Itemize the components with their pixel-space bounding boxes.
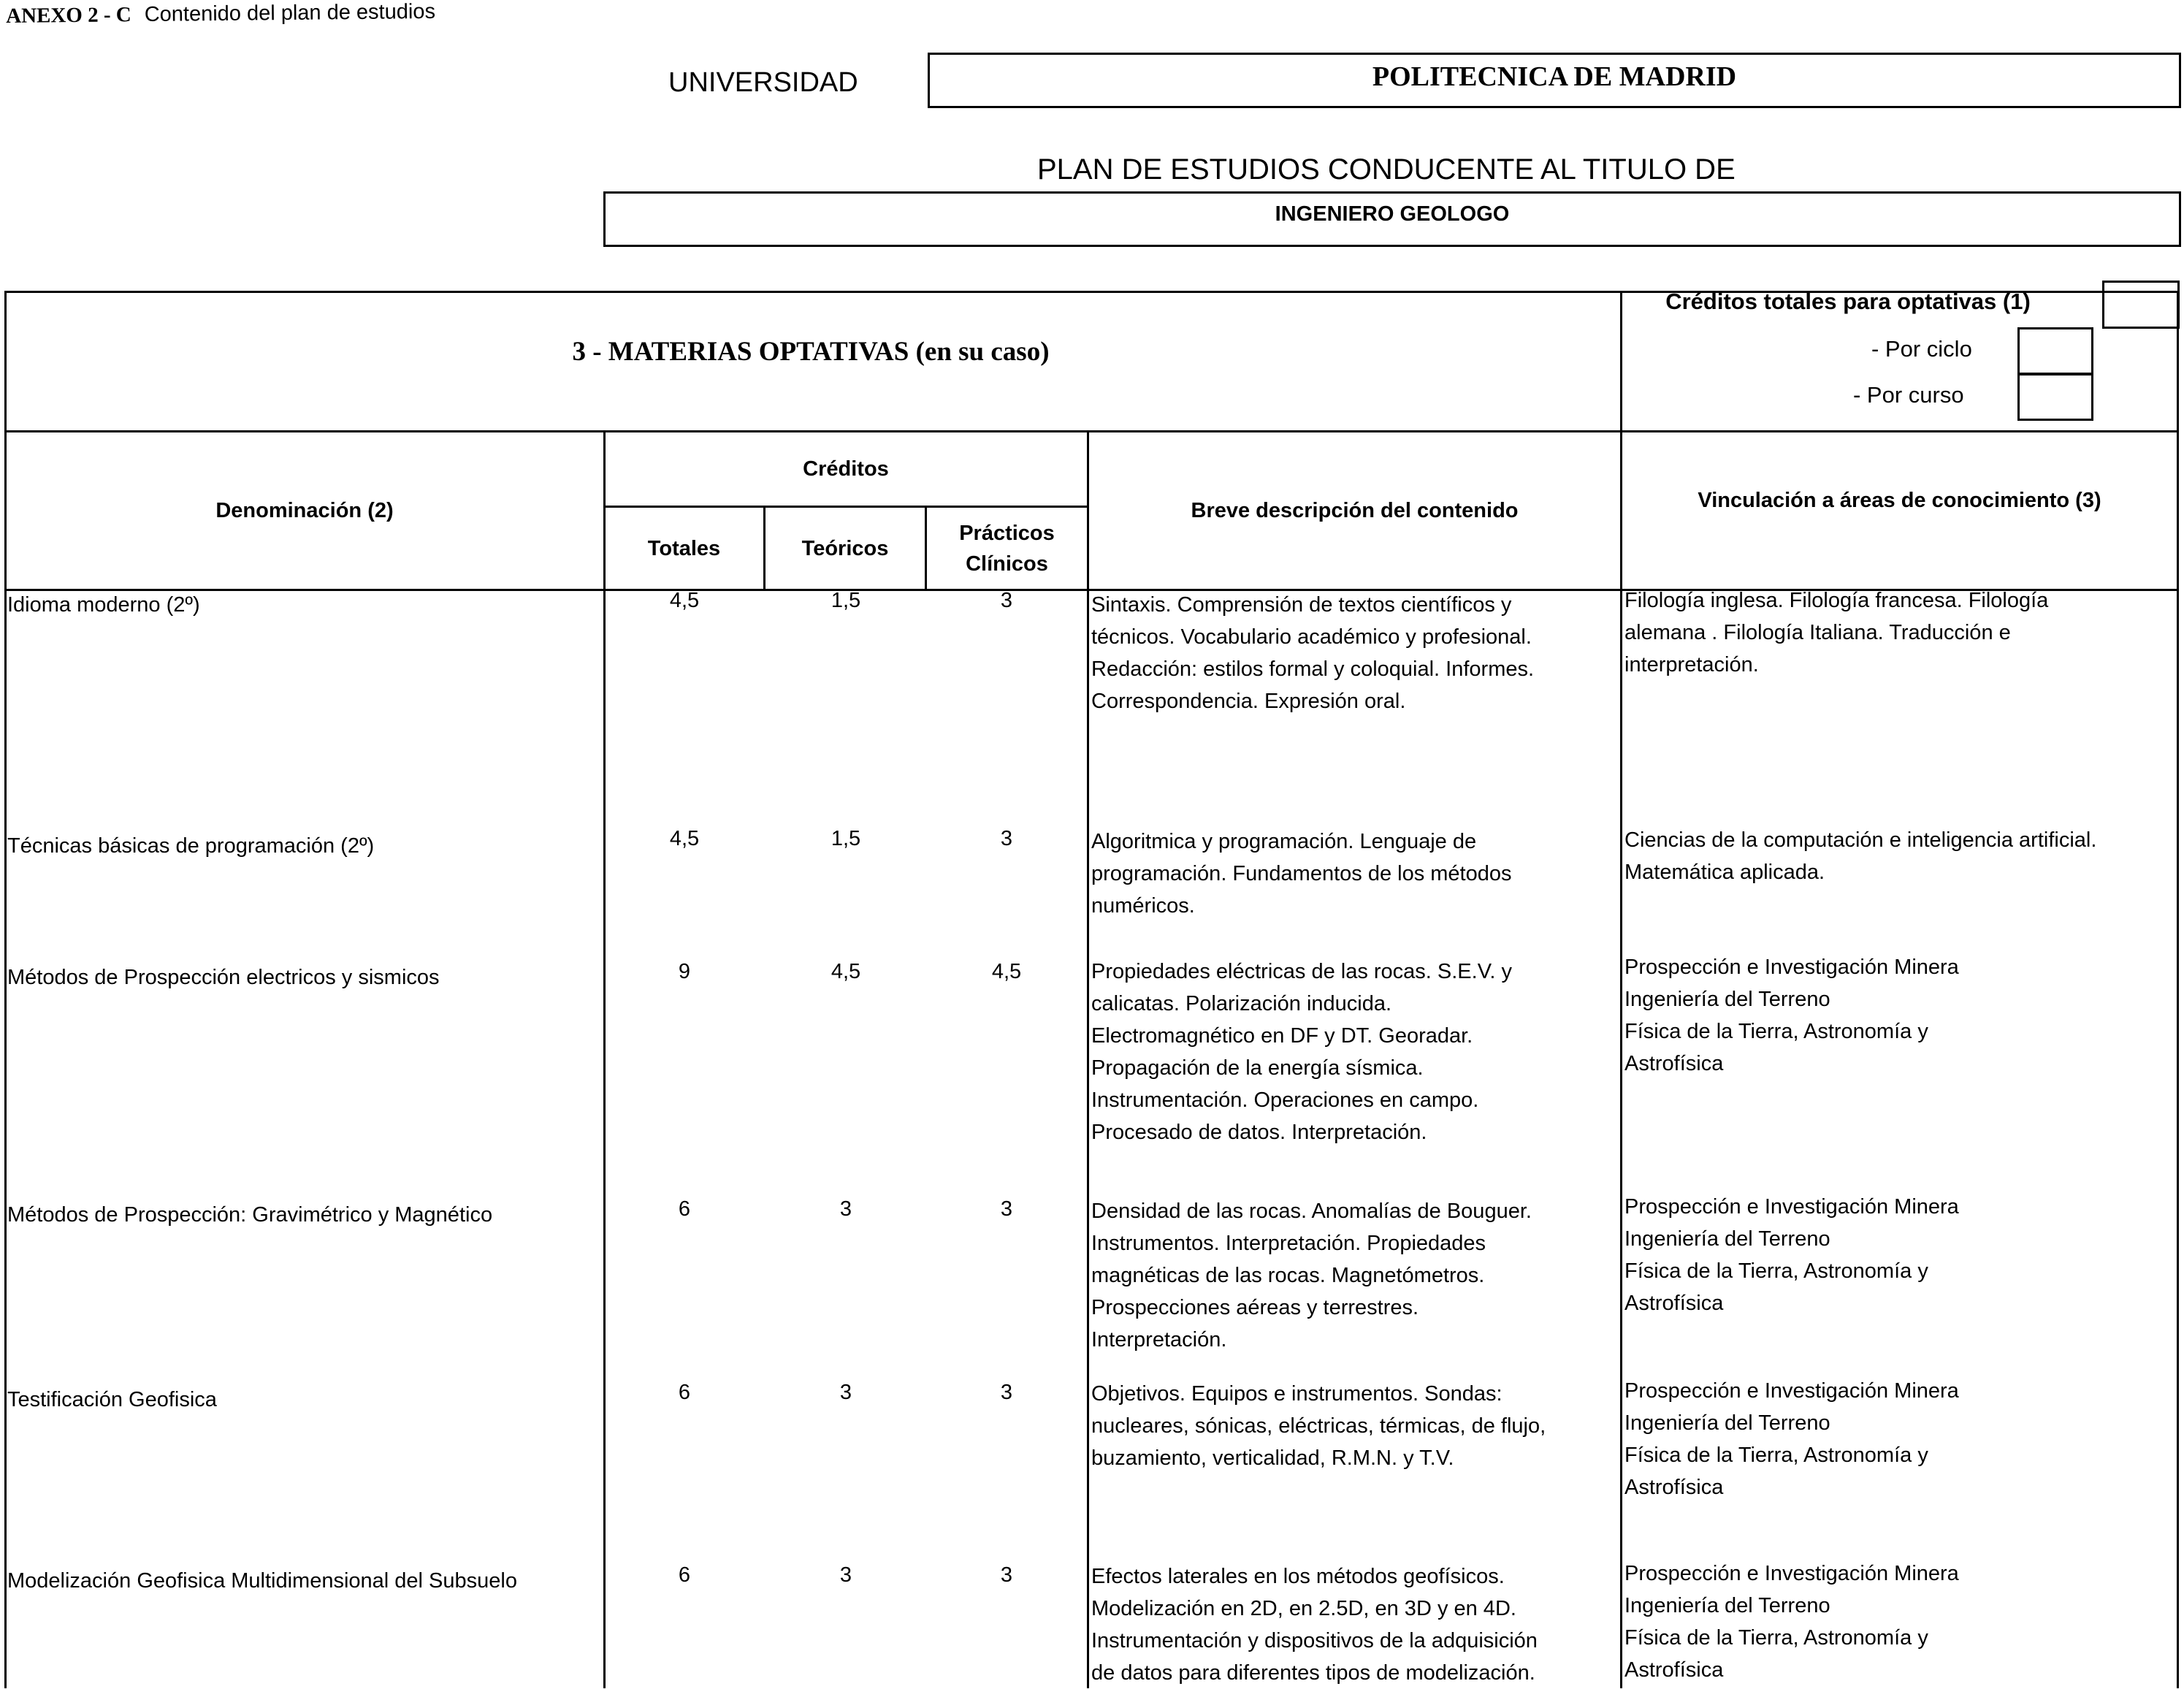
row-6-descripcion-line: Efectos laterales en los métodos geofísicos.	[1091, 1565, 1505, 1588]
row-4-descripcion	[1091, 1195, 1532, 1356]
row-1-vinculacion-line: interpretación.	[1624, 653, 1759, 676]
row-3-vinculacion-line: Ingeniería del Terreno	[1624, 988, 1830, 1011]
row-1-vinculacion	[1624, 584, 2048, 681]
row-4-vinculacion-line: Astrofísica	[1624, 1292, 1724, 1315]
row-1-practicos: 3	[1000, 589, 1013, 612]
table-right-border	[2177, 291, 2179, 1688]
por-ciclo-label: - Por ciclo	[1871, 336, 1972, 362]
row-2-teoricos: 1,5	[831, 827, 861, 850]
row-1-descripcion-line: Sintaxis. Comprensión de textos científicos y	[1091, 593, 1512, 617]
row-5-descripcion	[1091, 1378, 1546, 1474]
row-4-teoricos: 3	[839, 1197, 852, 1221]
row-1-totales: 4,5	[669, 589, 700, 612]
header-vinculacion: Vinculación a áreas de conocimiento (3)	[1698, 489, 2101, 512]
row-4-vinculacion-line: Física de la Tierra, Astronomía y	[1624, 1259, 1928, 1283]
row-4-vinculacion-line: Ingeniería del Terreno	[1624, 1227, 1830, 1251]
row-6-vinculacion	[1624, 1558, 1959, 1686]
optativas-total-box	[2102, 281, 2180, 329]
por-curso-box	[2017, 373, 2093, 421]
row-2-practicos: 3	[1000, 827, 1013, 850]
anexo-heading	[6, 0, 435, 28]
row-1-teoricos: 1,5	[831, 589, 861, 612]
header-descripcion: Breve descripción del contenido	[1191, 499, 1519, 522]
row-2-descripcion-line: programación. Fundamentos de los métodos	[1091, 862, 1512, 885]
row-1-vinculacion-line: alemana . Filología Italiana. Traducción e	[1624, 621, 2011, 644]
row-3-descripcion-line: Instrumentación. Operaciones en campo.	[1091, 1088, 1479, 1112]
titulo-value: INGENIERO GEOLOGO	[1275, 202, 1510, 226]
row-3-practicos: 4,5	[991, 960, 1022, 983]
row-3-descripcion-line: Propiedades eléctricas de las rocas. S.E.V. y	[1091, 960, 1513, 983]
row-5-practicos: 3	[1000, 1381, 1013, 1404]
row-5-descripcion-line: nucleares, sónicas, eléctricas, térmicas, de flujo,	[1091, 1414, 1546, 1438]
row-6-totales: 6	[678, 1563, 691, 1587]
row-6-vinculacion-line: Ingeniería del Terreno	[1624, 1594, 1830, 1617]
row-2-vinculacion	[1624, 824, 2096, 888]
row-1-descripcion-line: Redacción: estilos formal y coloquial. Informes.	[1091, 657, 1535, 681]
row-2-descripcion	[1091, 826, 1511, 922]
row-2-descripcion-line: Algoritmica y programación. Lenguaje de	[1091, 830, 1477, 853]
row-3-descripcion-line: calicatas. Polarización inducida.	[1091, 992, 1392, 1015]
row-3-vinculacion-line: Prospección e Investigación Minera	[1624, 956, 1959, 979]
row-6-descripcion-line: de datos para diferentes tipos de modelización.	[1091, 1661, 1535, 1685]
row-6-vinculacion-line: Física de la Tierra, Astronomía y	[1624, 1626, 1928, 1650]
row-4-descripcion-line: Interpretación.	[1091, 1328, 1227, 1351]
row-5-descripcion-line: Objetivos. Equipos e instrumentos. Sondas:	[1091, 1382, 1503, 1406]
row-2-totales: 4,5	[669, 827, 700, 850]
row-6-teoricos: 3	[839, 1563, 852, 1587]
row-6-vinculacion-line: Astrofísica	[1624, 1658, 1724, 1682]
row-5-teoricos: 3	[839, 1381, 852, 1404]
optativas-title: Créditos totales para optativas (1)	[1665, 289, 2031, 314]
row-4-practicos: 3	[1000, 1197, 1013, 1221]
row-6-vinculacion-line: Prospección e Investigación Minera	[1624, 1562, 1959, 1585]
row-4-totales: 6	[678, 1197, 691, 1221]
row-3-vinculacion-line: Física de la Tierra, Astronomía y	[1624, 1020, 1928, 1043]
row-6-denominacion: Modelización Geofisica Multidimensional del Subsuelo	[7, 1569, 517, 1593]
descripcion-column-border	[1087, 430, 1089, 1688]
header-denominacion: Denominación (2)	[215, 499, 394, 522]
anexo-code: ANEXO 2 - C	[6, 3, 131, 28]
section-title: 3 - MATERIAS OPTATIVAS (en su caso)	[572, 337, 1050, 367]
row-5-vinculacion-line: Ingeniería del Terreno	[1624, 1411, 1830, 1435]
header-practicos: Prácticos Clínicos	[959, 521, 1055, 576]
row-1-vinculacion-line: Filología inglesa. Filología francesa. Filología	[1624, 589, 2049, 612]
row-4-descripcion-line: Prospecciones aéreas y terrestres.	[1091, 1296, 1419, 1319]
row-4-descripcion-line: Densidad de las rocas. Anomalías de Bouguer.	[1091, 1200, 1532, 1223]
plan-label: PLAN DE ESTUDIOS CONDUCENTE AL TITULO DE	[1037, 153, 1736, 186]
row-2-descripcion-line: numéricos.	[1091, 894, 1195, 918]
titulo-field	[603, 191, 2181, 247]
row-3-descripcion-line: Procesado de datos. Interpretación.	[1091, 1121, 1427, 1144]
row-3-totales: 9	[678, 960, 691, 983]
row-2-denominacion: Técnicas básicas de programación (2º)	[7, 834, 375, 858]
row-3-descripcion-line: Electromagnético en DF y DT. Georadar.	[1091, 1024, 1473, 1048]
universidad-value: POLITECNICA DE MADRID	[1372, 61, 1737, 92]
row-1-descripcion-line: técnicos. Vocabulario académico y profesional.	[1091, 625, 1532, 649]
row-5-vinculacion-line: Astrofísica	[1624, 1476, 1724, 1499]
row-3-vinculacion	[1624, 951, 1959, 1080]
row-3-teoricos: 4,5	[831, 960, 861, 983]
denominacion-column-border	[603, 430, 606, 1688]
row-4-vinculacion-line: Prospección e Investigación Minera	[1624, 1195, 1959, 1219]
row-3-denominacion: Métodos de Prospección electricos y sismicos	[7, 966, 440, 989]
por-ciclo-box	[2017, 327, 2093, 375]
row-6-descripcion-line: Modelización en 2D, en 2.5D, en 3D y en 4D.	[1091, 1597, 1516, 1620]
row-4-denominacion: Métodos de Prospección: Gravimétrico y Magnético	[7, 1203, 493, 1227]
row-3-descripcion	[1091, 956, 1512, 1148]
row-4-descripcion-line: magnéticas de las rocas. Magnetómetros.	[1091, 1264, 1485, 1287]
anexo-text: Contenido del plan de estudios	[144, 0, 436, 27]
row-5-vinculacion	[1624, 1375, 1959, 1503]
universidad-field	[928, 53, 2181, 108]
header-teoricos: Teóricos	[801, 536, 889, 560]
row-1-descripcion	[1091, 589, 1534, 717]
row-5-vinculacion-line: Física de la Tierra, Astronomía y	[1624, 1444, 1928, 1467]
row-1-descripcion-line: Correspondencia. Expresión oral.	[1091, 690, 1406, 713]
row-4-vinculacion	[1624, 1191, 1959, 1319]
header-creditos: Créditos	[803, 457, 889, 481]
row-6-descripcion-line: Instrumentación y dispositivos de la adquisición	[1091, 1629, 1538, 1652]
row-6-descripcion	[1091, 1560, 1538, 1689]
row-2-vinculacion-line: Matemática aplicada.	[1624, 861, 1825, 884]
row-5-descripcion-line: buzamiento, verticalidad, R.M.N. y T.V.	[1091, 1446, 1454, 1470]
row-6-practicos: 3	[1000, 1563, 1013, 1587]
row-5-vinculacion-line: Prospección e Investigación Minera	[1624, 1379, 1959, 1403]
row-5-totales: 6	[678, 1381, 691, 1404]
header-totales: Totales	[647, 536, 721, 560]
row-3-descripcion-line: Propagación de la energía sísmica.	[1091, 1056, 1424, 1080]
por-curso-label: - Por curso	[1853, 382, 1964, 408]
row-1-denominacion: Idioma moderno (2º)	[7, 593, 200, 617]
row-3-vinculacion-line: Astrofísica	[1624, 1052, 1724, 1075]
row-5-denominacion: Testificación Geofisica	[7, 1388, 217, 1411]
row-2-vinculacion-line: Ciencias de la computación e inteligencia artificial.	[1624, 828, 2097, 852]
universidad-label: UNIVERSIDAD	[668, 67, 858, 98]
row-4-descripcion-line: Instrumentos. Interpretación. Propiedades	[1091, 1232, 1486, 1255]
